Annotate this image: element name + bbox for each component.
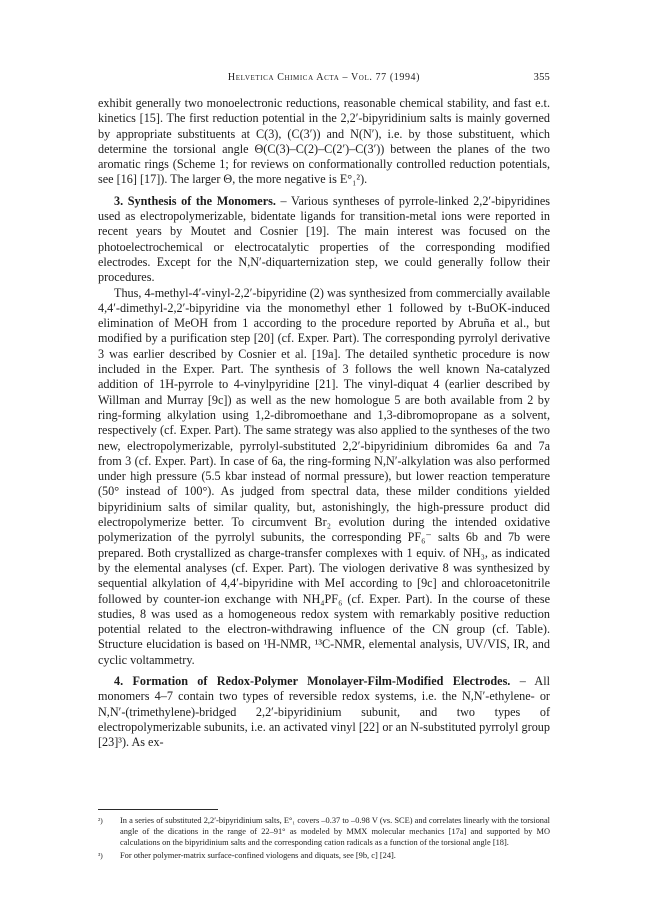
section-3-text: – Various syntheses of pyrrole-linked 2,2′-bipyridines used as electropolymerizable, bidentate ligands for transition-metal ions were reported in recent years by Moutet and Cosnier [19]. The main interest was focused on the photoelectrochemical or electrocatalytic properties of the corresponding modified electrodes. Except for the N,N′-diquarternization step, we could generally follow their procedures.	[98, 193, 550, 285]
journal-title: Helvetica Chimica Acta – Vol. 77 (1994)	[227, 72, 421, 83]
section-4-paragraph	[98, 674, 550, 750]
section-4-heading: 4. Formation of Redox-Polymer Monolayer-Film-Modified Electrodes.	[114, 673, 511, 688]
footnote-3	[98, 850, 550, 861]
footnote-2	[98, 815, 550, 848]
paragraph-continuation: exhibit generally two monoelectronic reductions, reasonable chemical stability, and fast e.t. kinetics [15]. The first reduction potential in the 2,2′-bipyridinium salts is mainly governed by appropriate substituents at C(3), (C(3′)) and N(N′), i.e. by those substituent, which determine the torsional angle Θ(C(3)–C(2)–C(2′)–C(3′)) between the planes of the two aromatic rings (Scheme 1; for reviews on conformationally controlled reduction potentials, see [16] [17]). The larger Θ, the more negative is E°₁²).	[98, 96, 550, 187]
section-3-paragraph	[98, 194, 550, 286]
running-header	[98, 72, 550, 88]
section-4-text: – All monomers 4–7 contain two types of reversible redox systems, i.e. the N,N′-ethylene- or N,N′-(trimethylene)-bridged 2,2′-bipyridinium subunit, and two types of electropolymerizable subunits, i.e. an activated vinyl [22] or an N-substituted pyrrolyl group [23]³). As ex-	[98, 673, 551, 750]
page-number: 355	[533, 72, 550, 83]
footnote-mark: ²)	[98, 816, 103, 825]
body-text	[98, 96, 550, 750]
footnotes	[98, 815, 550, 863]
section-3-heading: 3. Synthesis of the Monomers.	[114, 193, 276, 208]
footnote-text: In a series of substituted 2,2′-bipyridinium salts, E°₁ covers –0.37 to –0.98 V (vs. SCE) and correlates linearly with the torsional angle of the dications in the range of 22–91° as modeled by MMX molecular mechanics [17a] and supported by MO calculations on the bipyridinium salts and the corresponding cation radicals as a function of the torsional angle [18].	[120, 816, 550, 847]
section-3-paragraph-2: Thus, 4-methyl-4′-vinyl-2,2′-bipyridine (2) was synthesized from commercially available 4,4′-dimethyl-2,2′-bipyridine via the monomethyl ether 1 followed by t-BuOK-induced elimination of MeOH from 1 according to the procedure reported by Abruña et al., but modified by a purification step [20] (cf. Exper. Part). The corresponding pyrrolyl derivative 3 was earlier described by Cosnier et al. [19a]. The detailed synthetic procedure is now included in the Exper. Part. The synthesis of 3 follows the well known Na-catalyzed addition of 1H-pyrrole to 4-vinylpyridine [21]. The vinyl-diquat 4 (earlier described by Willman and Murray [9c]) as well as the new homologue 5 are both available from 2 by ring-forming alkylation using 1,2-dibromoethane and 1,3-dibromopropane as a solvent, respectively (cf. Exper. Part). The same strategy was also applied to the syntheses of the two new, electropolymerizable, pyrrolyl-substituted 2,2′-bipyridinium dibromides 6a and 7a from 3 (cf. Exper. Part). In case of 6a, the ring-forming N,N′-alkylation was also performed under high pressure (5.5 kbar instead of normal pressure), but lower reaction temperature (50° instead of 100°). As judged from spectral data, these milder conditions yielded bipyridinium salts of similar quality, but, astonishingly, the high-pressure product did electropolymerize better. To circumvent Br₂ evolution during the intended oxidative polymerization of the pyrrolyl subunits, the corresponding PF₆⁻ salts 6b and 7b were prepared. Both crystallized as charge-transfer complexes with 1 equiv. of NH₃, as indicated by the elemental analyses (cf. Exper. Part). The viologen derivative 8 was synthesized by sequential alkylation of 4,4′-bipyridine with MeI according to [9c] and chloroacetonitrile followed by counter-ion exchange with NH₄PF₆ (cf. Exper. Part). In the course of these studies, 8 was used as a homogeneous redox system with remarkably positive reduction potential related to the electron-withdrawing influence of the CN group (cf. Table). Structure elucidation is based on ¹H-NMR, ¹³C-NMR, elemental analysis, UV/VIS, IR, and cyclic voltammetry.	[98, 285, 550, 667]
footnote-rule	[98, 809, 218, 810]
footnote-text: For other polymer-matrix surface-confined viologens and diquats, see [9b, c] [24].	[120, 851, 396, 860]
footnote-mark: ³)	[98, 851, 103, 860]
